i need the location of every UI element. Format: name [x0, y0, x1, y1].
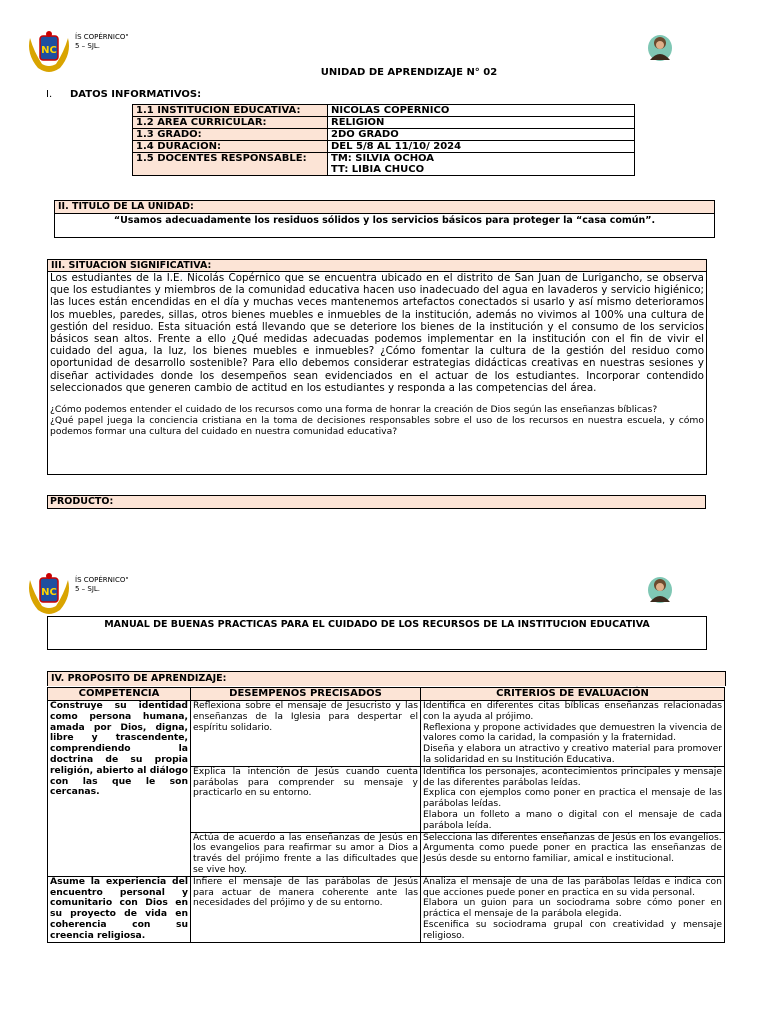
info-value: RELIGION	[328, 117, 635, 129]
product-header: PRODUCTO:	[47, 495, 706, 509]
info-row	[133, 129, 635, 141]
purpose-table	[47, 687, 725, 943]
info-label: 1.1 INSTITUCION EDUCATIVA:	[133, 105, 328, 117]
purpose-row	[48, 701, 725, 767]
unit-title: UNIDAD DE APRENDIZAJE N° 02	[320, 67, 498, 78]
purpose-row	[48, 876, 725, 942]
logo-caption	[75, 576, 129, 594]
criterios-cell	[421, 876, 725, 942]
info-value	[328, 153, 635, 176]
section4-title: IV. PROPOSITO DE APRENDIZAJE:	[47, 671, 726, 686]
info-table	[132, 104, 635, 176]
criterio: Identifica los personajes, acontecimientos principales y mensaje de las diferentes parábolas leídas.	[423, 765, 722, 788]
logo-caption-line1: ÍS COPÉRNICO"	[75, 33, 129, 41]
logo-caption-line1: ÍS COPÉRNICO"	[75, 576, 129, 584]
desempeno-cell: Explica la intención de Jesús cuando cuenta parábolas para comprender su mensaje y practicarlo en su entorno.	[191, 766, 421, 832]
svg-text:NC: NC	[41, 45, 57, 56]
criterio: Argumenta como puede poner en practica las enseñanzas de Jesús desde su entorno familiar, amical e institucional.	[423, 842, 722, 865]
product-box	[47, 616, 707, 650]
desempeno-cell: Actúa de acuerdo a las enseñanzas de Jesús en los evangelios para reafirmar su amor a Dios a través del prójimo frente a las dificultades que se vive hoy.	[191, 832, 421, 876]
section1-title: DATOS INFORMATIVOS:	[70, 89, 202, 100]
question-2: ¿Qué papel juega la conciencia cristiana en la toma de decisiones responsables sobre el uso de los recursos en nuestra escuela, y cómo podemos formar una cultura del cuidado en nuestra comunidad educativa?	[50, 414, 704, 437]
logo-caption-line2: 5 – SJL.	[75, 42, 101, 50]
col-competencia: COMPETENCIA	[48, 688, 191, 701]
school-logo	[24, 572, 74, 616]
logo-caption	[75, 33, 129, 51]
criterios-cell	[421, 832, 725, 876]
purpose-header-row	[48, 688, 725, 701]
info-value: NICOLAS COPERNICO	[328, 105, 635, 117]
criterio: Identifica en diferentes citas bíblicas enseñanzas relacionadas con la ayuda al prójimo.	[423, 700, 722, 722]
unit-title-box	[54, 200, 715, 238]
copernicus-portrait	[646, 32, 674, 62]
svg-text:NC: NC	[41, 587, 57, 598]
info-label: 1.5 DOCENTES RESPONSABLE:	[133, 153, 328, 176]
section3-title: III. SITUACION SIGNIFICATIVA:	[48, 260, 706, 272]
criterio: Reflexiona y propone actividades que demuestren la vivencia de valores como la caridad, la compasión y la fraternidad.	[423, 721, 722, 744]
criterio: Elabora un guion para un sociodrama sobre cómo poner en práctica el mensaje de la parábola elegida.	[423, 897, 722, 920]
info-row	[133, 117, 635, 129]
criterio: Escenifica su sociodrama grupal con creatividad y mensaje religioso.	[423, 918, 722, 941]
criterio: Diseña y elabora un atractivo y creativo material para promover la solidaridad en su Institución Educativa.	[423, 743, 722, 765]
info-value: 2DO GRADO	[328, 129, 635, 141]
copernicus-portrait	[646, 574, 674, 604]
criterio: Elabora un folleto a mano o digital con el mensaje de cada parábola leída.	[423, 808, 722, 831]
question-1: ¿Cómo podemos entender el cuidado de los recursos como una forma de honrar la creación de Dios según las enseñanzas bíblicas?	[50, 404, 658, 416]
info-value: DEL 5/8 AL 11/10/ 2024	[328, 141, 635, 153]
criterio: Analiza el mensaje de una de las parábolas leídas e indica con que acciones puede poner en practica en su vida personal.	[423, 875, 722, 898]
situation-box	[47, 259, 707, 475]
info-label: 1.2 AREA CURRICULAR:	[133, 117, 328, 129]
info-row	[133, 141, 635, 153]
unit-name: “Usamos adecuadamente los residuos sólidos y los servicios básicos para proteger la “casa común”.	[113, 215, 656, 226]
situation-text: Los estudiantes de la I.E. Nicolás Copérnico que se encuentra ubicado en el distrito de San Juan de Lurigancho, se observa que los estudiantes y miembros de la comunidad educativa hacen uso inadecuado del agua en lavaderos y servicio higiénico; las luces están encendidas en el día y muchas veces mantenemos artefactos conectados si usarlo y así mismo deterioramos los muebles, paredes, sillas, otros bienes muebles e inmuebles de la institución, además no vivimos al 100% una cultura de gestión del residuo. Esta situación está llevando que se deteriore los bienes de la institución y el consumo de los servicios básicos sean altos. Frente a ello ¿Qué medidas adecuadas podemos implementar en la institución con el fin de vivir el cuidado del agua, la luz, los bienes muebles e inmuebles? ¿Cómo fomentar la cultura de la gestión del residuo como oportunidad de desarrollo sostenible? Para ello debemos considerar estrategias didácticas creativas en nuestras sesiones y diseñar actividades donde los desempeños sean evidenciados en el actuar de los estudiantes. Incorporar contendido seleccionados que generen cambio de actitud en los estudiantes y responda a las competencias del área.	[50, 272, 704, 394]
criterios-cell	[421, 766, 725, 832]
section2-title: II. TITULO DE LA UNIDAD:	[55, 201, 714, 214]
col-criterios: CRITERIOS DE EVALUACIÓN	[421, 688, 725, 701]
info-label: 1.4 DURACION:	[133, 141, 328, 153]
info-row	[133, 153, 635, 176]
teacher-tt: TT: LIBIA CHUCO	[331, 164, 425, 175]
info-row	[133, 105, 635, 117]
teacher-tm: TM: SILVIA OCHOA	[331, 153, 435, 164]
product-text: MANUAL DE BUENAS PRACTICAS PARA EL CUIDADO DE LOS RECURSOS DE LA INSTITUCION EDUCATIVA	[104, 619, 650, 630]
competencia-cell: Construye su identidad como persona humana, amada por Dios, digna, libre y trascendente, comprendiendo la doctrina de su propia religión, abierto al diálogo con las que le son cercanas.	[48, 701, 191, 877]
col-desempenos: DESEMPEÑOS PRECISADOS	[191, 688, 421, 701]
competencia-cell: Asume la experiencia del encuentro personal y comunitario con Dios en su proyecto de vida en coherencia con su creencia religiosa.	[48, 876, 191, 942]
criterios-cell	[421, 701, 725, 767]
desempeno-cell: Infiere el mensaje de las parábolas de Jesús para actuar de manera coherente ante las necesidades del prójimo y de su entorno.	[191, 876, 421, 942]
desempeno-cell: Reflexiona sobre el mensaje de Jesucristo y las enseñanzas de la Iglesia para despertar el espíritu solidario.	[191, 701, 421, 767]
info-label: 1.3 GRADO:	[133, 129, 328, 141]
criterio: Explica con ejemplos como poner en practica el mensaje de las parábolas leídas.	[423, 787, 722, 810]
section1-number: I.	[46, 89, 53, 100]
logo-caption-line2: 5 – SJL.	[75, 585, 101, 593]
criterio: Selecciona las diferentes enseñanzas de Jesús en los evangelios.	[423, 831, 722, 843]
